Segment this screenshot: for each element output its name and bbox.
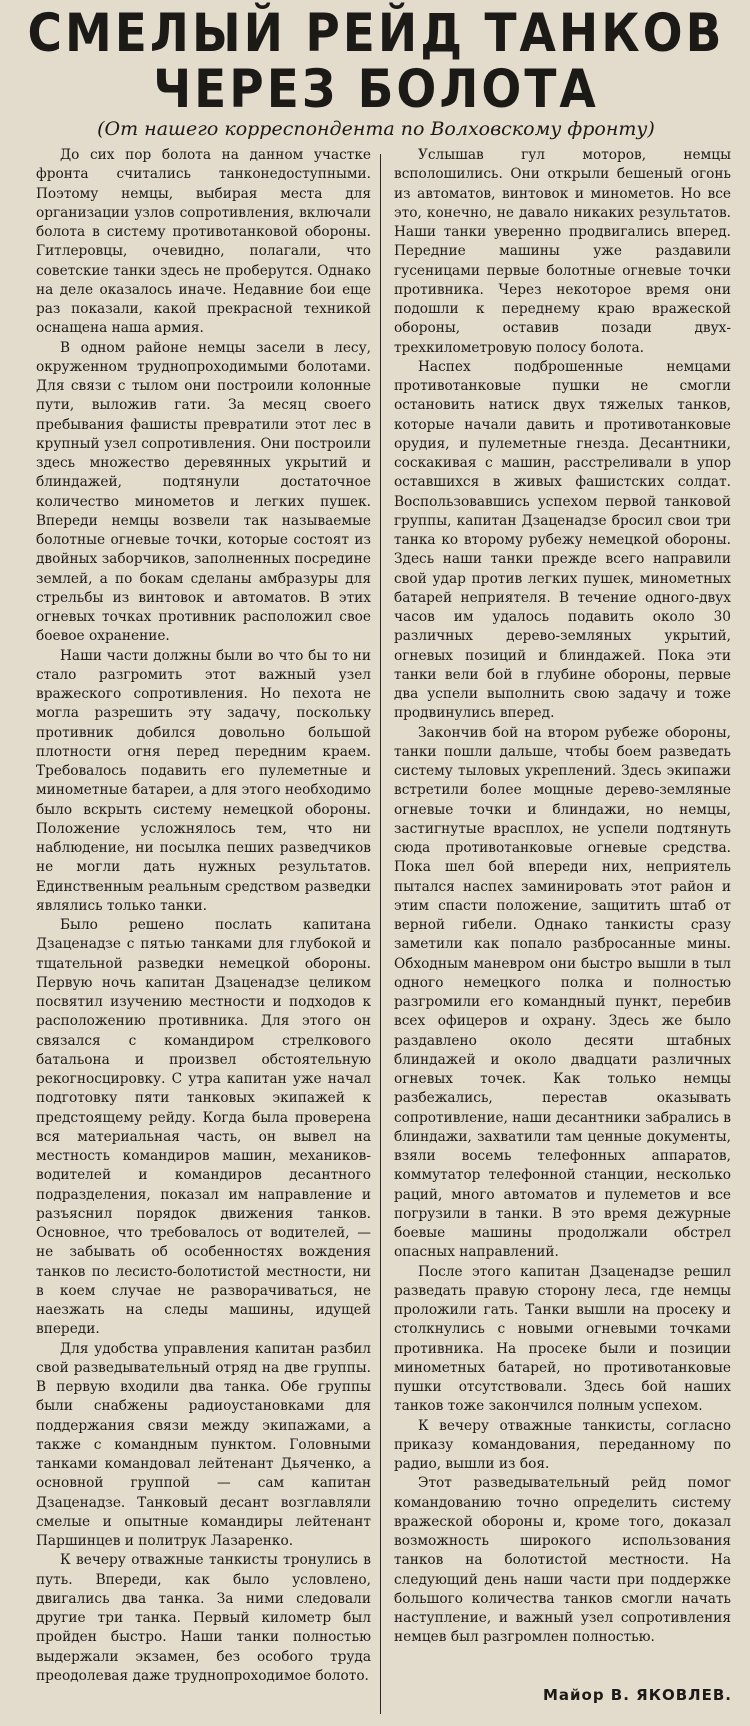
- paragraph: Этот разведывательный рейд помог командованию точно определить систему вражеской обороны и, кроме того, доказал возможность широкого использования танков на болотистой местности. На следующий день наши части при поддержке большого количества танков смогли начать наступление, и важный узел сопротивления немцев был разгромлен полностью.: [394, 1475, 731, 1646]
- headline-line-1: СМЕЛЫЙ РЕЙД ТАНКОВ: [27, 2, 725, 65]
- article-column-left: [12, 146, 380, 1726]
- paragraph: Для удобства управления капитан разбил свой разведывательный отряд на две группы. В первую входили два танка. Обе группы были снабжены радиоустановками для поддержания связи между экипажами, а также с командным пунктом. Головными танками командовал лейтенант Дьяченко, а основной группой — сам капитан Дзаценадзе. Танковый десант возглавляли смелые и опытные командиры лейтенант Паршинцев и политрук Лазаренко.: [36, 1340, 371, 1549]
- paragraph: Наспех подброшенные немцами противотанковые пушки не смогли остановить натиск двух тяжелых танков, которые начали давить и противотанковые орудия, и пулеметные гнезда. Десантники, соскакивая с машин, расстреливали в упор оставшихся в живых фашистских солдат. Воспользовавшись успехом первой танковой группы, капитан Дзаценадзе бросил свои три танка ко второму рубежу немецкой обороны. Здесь наши танки прежде всего направили свой удар против легких пушек, минометных батарей неприятеля. В течение одного-двух часов им удалось подавить около 30 различных дерево-земляных укрытий, огневых позиций и блиндажей. Пока эти танки вели бой в глубине обороны, первые два успели выполнить свою задачу и тоже продвинулись вперед.: [394, 358, 731, 722]
- paragraph: Было решено послать капитана Дзаценадзе с пятью танками для глубокой и тщательной разведки немецкой обороны. Первую ночь капитан Дзаценадзе целиком посвятил изучению местности и подходов к расположению противника. Для этого он связался с командиром стрелкового батальона и произвел обстоятельную рекогносцировку. С утра капитан уже начал подготовку пяти танковых экипажей к предстоящему рейду. Когда была проверена вся материальная часть, он вывел на местность командиров машин, механиков-водителей и командиров десантного подразделения, показал им направление и разъяснил порядок движения танков. Основное, что требовалось от водителей, — не забывать об особенностях вождения танков по лесисто-болотистой местности, ни в коем случае не разворачиваться, не наезжать на следы машины, идущей впереди.: [36, 917, 371, 1338]
- paragraph: Наши части должны были во что бы то ни стало разгромить этот важный узел вражеского сопротивления. Но пехота не могла разрешить эту задачу, поскольку противник добился довольно большой плотности огня перед передним краем. Требовалось подавить его пулеметные и минометные батареи, а для этого необходимо было вскрыть систему немецкой обороны. Положение усложнялось тем, что ни наблюдение, ни посылка пеших разведчиков не могли дать нужных результатов. Единственным реальным средством разведки являлись только танки.: [36, 647, 371, 914]
- paragraph: К вечеру отважные танкисты тронулись в путь. Впереди, как было условлено, двигались два танка. За ними следовали другие три танка. Первый километр был пройден быстро. Наши танки полностью выдержали экзамен, без особого труда преодолевая даже труднопроходимое болото.: [36, 1552, 371, 1684]
- paragraph: К вечеру отважные танкисты, согласно приказу командования, переданному по радио, вышли из боя.: [394, 1417, 731, 1472]
- article-column-right: [381, 146, 731, 1726]
- paragraph: Услышав гул моторов, немцы всполошились. Они открыли бешеный огонь из автоматов, винтовок и минометов. Но все это, конечно, не давало никаких результатов. Наши танки уверенно продвигались вперед. Передние машины уже раздавили гусеницами первые болотные огневые точки противника. Через некоторое время они подошли к переднему краю вражеской обороны, оставив позади двух-трехкилометровую полосу болота.: [394, 147, 731, 356]
- paragraph: В одном районе немцы засели в лесу, окруженном труднопроходимыми болотами. Для связи с тылом они построили колонные пути, выложив гати. За месяц своего пребывания фашисты превратили этот лес в крупный узел сопротивления. Они построили здесь множество деревянных укрытий и блиндажей, подтянули достаточное количество минометов и легких пушек. Впереди немцы возвели так называемые болотные огневые точки, которые состоят из двойных заборчиков, заполненных посредине землей, а по бокам сделаны амбразуры для стрельбы из винтовок и автоматов. В этих огневых точках противник расположил свое боевое охранение.: [36, 339, 371, 645]
- paragraph: До сих пор болота на данном участке фронта считались танконедоступными. Поэтому немцы, выбирая места для организации узлов сопротивления, включали болота в систему противотанковой обороны. Гитлеровцы, очевидно, полагали, что советские танки здесь не проберутся. Однако на деле оказалось иначе. Недавние бои еще раз показали, какой прекрасной техникой оснащена наша армия.: [36, 147, 371, 337]
- paragraph: Закончив бой на втором рубеже обороны, танки пошли дальше, чтобы боем разведать систему тыловых укреплений. Здесь экипажи встретили более мощные дерево-земляные огневые точки и блиндажи, но немцы, застигнутые врасплох, не успели подтянуть сюда противотанковые огневые средства. Пока шел бой впереди них, неприятель пытался наспех заминировать этот район и этим спасти положение, защитить штаб от верной гибели. Однако танкисты сразу заметили как попало разбросанные мины. Обходным маневром они быстро вышли в тыл одного немецкого полка и полностью разгромили его командный пункт, перебив всех офицеров и охрану. Здесь же было раздавлено около десяти штабных блиндажей и около двадцати различных огневых точек. Как только немцы разбежались, перестав оказывать сопротивление, наши десантники забрались в блиндажи, захватили там ценные документы, взяли восемь телефонных аппаратов, коммутатор телефонной станции, несколько раций, много автоматов и пулеметов и все погрузили в танки. В это время дежурные боевые машины продолжали обстрел опасных направлений.: [394, 724, 731, 1261]
- headline: [12, 2, 740, 121]
- article-body: [12, 146, 740, 1726]
- dateline: (От нашего корреспондента по Волховскому фронту): [97, 118, 655, 140]
- headline-line-2: ЧЕРЕЗ БОЛОТА: [153, 58, 599, 121]
- paragraph: После этого капитан Дзаценадзе решил разведать правую сторону леса, где немцы проложили гать. Танки вышли на просеку и столкнулись с новыми огневыми точками противника. На просеке были и позиции минометных батарей, но противотанковые пушки отсутствовали. Здесь бой наших танков тоже закончился полным успехом.: [394, 1263, 731, 1415]
- author-signature: Майор В. ЯКОВЛЕВ.: [542, 1686, 732, 1704]
